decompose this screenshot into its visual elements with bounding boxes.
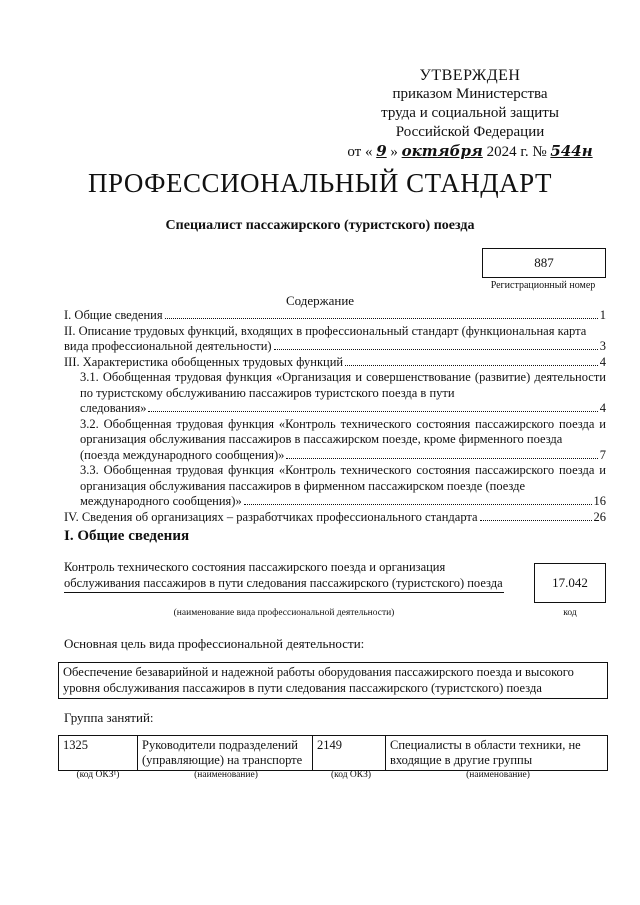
toc-item[interactable] xyxy=(64,463,606,510)
approval-title: УТВЕРЖДЕН xyxy=(419,67,521,84)
toc-item[interactable] xyxy=(64,324,606,355)
toc-item-page: 4 xyxy=(599,354,606,369)
registration-caption: Регистрационный номер xyxy=(490,280,596,291)
registration-number-box: 887 xyxy=(482,248,606,278)
date-prefix: от « xyxy=(347,144,373,160)
okz-code-caption: (код ОКЗ) xyxy=(330,770,372,780)
activity-caption: (наименование вида профессиональной деятельности) xyxy=(173,608,395,618)
goal-text-box: Обеспечение безаварийной и надежной работы оборудования пассажирского поезда и высокого уровня обслуживания пассажиров в пути следования пассажирского (туристского) поезда xyxy=(58,662,608,699)
approval-line: труда и социальной защиты xyxy=(381,105,559,121)
document-title: ПРОФЕССИОНАЛЬНЫЙ СТАНДАРТ xyxy=(87,168,553,198)
okz-code-caption: (код ОКЗ¹) xyxy=(76,770,120,780)
code-caption: код xyxy=(563,608,577,618)
date-month: октября xyxy=(401,142,483,160)
toc-item-text: 3.3. Обобщенная трудовая функция «Контроль технического состояния пассажирского поезда и организация обслуживания пассажиров в фирменном пассажирском поезде (поезде xyxy=(80,463,606,493)
toc-item-text: международного сообщения)» xyxy=(80,494,242,508)
date-day: 9 xyxy=(376,142,387,160)
name-caption: (наименование) xyxy=(466,770,530,780)
toc-item-page: 26 xyxy=(593,509,606,524)
section-heading: I. Общие сведения xyxy=(64,528,190,544)
toc-item[interactable] xyxy=(64,355,606,371)
toc-item-text: IV. Сведения об организациях – разработчиках профессионального стандарта xyxy=(64,509,478,524)
toc-item-page: 7 xyxy=(599,447,606,462)
toc-item-page: 3 xyxy=(599,339,606,353)
okz-code-cell: 2149 xyxy=(313,736,386,771)
toc-item-text: (поезда международного сообщения)» xyxy=(80,447,285,462)
toc-item-page: 1 xyxy=(599,308,606,322)
toc-item[interactable] xyxy=(64,370,606,417)
toc-item-page: 4 xyxy=(599,401,606,415)
toc-heading: Содержание xyxy=(285,293,355,308)
order-date-line xyxy=(330,142,610,162)
toc-item-text: следования» xyxy=(80,401,147,415)
goal-label: Основная цель вида профессиональной деятельности: xyxy=(64,636,365,651)
toc-item-text: 3.2. Обобщенная трудовая функция «Контроль технического состояния пассажирского поезда и организация обслуживания пассажиров в пассажирском поезде, кроме фирменного поезда xyxy=(80,416,606,446)
occupation-name-cell: Руководители подразделений (управляющие) на транспорте xyxy=(138,736,313,771)
date-mid: » xyxy=(390,144,398,160)
table-row xyxy=(59,736,608,771)
okz-code-cell: 1325 xyxy=(59,736,138,771)
toc-item-text: II. Описание трудовых функций, входящих в профессиональный стандарт (функциональная карта xyxy=(64,323,587,338)
occupations-table xyxy=(58,735,608,771)
toc-item-text: вида профессиональной деятельности) xyxy=(64,339,272,353)
toc-item[interactable] xyxy=(64,308,606,324)
occupations-label: Группа занятий: xyxy=(64,710,154,725)
approval-block xyxy=(330,66,610,162)
date-year: 2024 г. № xyxy=(486,144,547,160)
toc-item-page: 16 xyxy=(593,494,606,508)
approval-line: приказом Министерства xyxy=(392,86,548,102)
order-number: 544н xyxy=(550,142,593,160)
name-caption: (наименование) xyxy=(194,770,258,780)
approval-line: Российской Федерации xyxy=(395,124,545,140)
occupation-name-cell: Специалисты в области техники, не входящие в другие группы xyxy=(386,736,608,771)
activity-name: Контроль технического состояния пассажирского поезда и организация обслуживания пассажиров в пути следования пассажирского (туристского) поезда xyxy=(64,560,504,593)
toc-item-text: III. Характеристика обобщенных трудовых функций xyxy=(64,354,344,369)
table-of-contents xyxy=(64,308,606,525)
document-subtitle: Специалист пассажирского (туристского) поезда xyxy=(165,218,475,233)
toc-item-text: I. Общие сведения xyxy=(64,308,163,322)
toc-item-text: 3.1. Обобщенная трудовая функция «Организация и совершенствование (развитие) деятельности по туристскому обслуживанию пассажиров туристского поезда в пути xyxy=(80,370,606,400)
toc-item[interactable] xyxy=(64,417,606,464)
toc-item[interactable] xyxy=(64,510,606,526)
activity-code-box: 17.042 xyxy=(534,563,606,603)
